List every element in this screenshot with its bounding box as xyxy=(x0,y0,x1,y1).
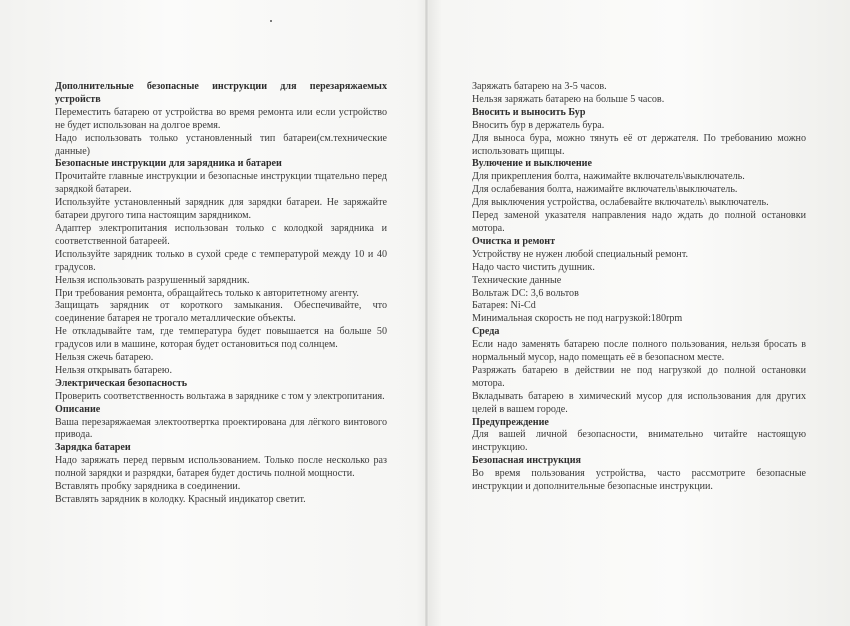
paragraph: Используйте зарядник только в сухой среде с температурой между 10 и 40 градусов. xyxy=(55,248,387,273)
paragraph: Адаптер электропитания использован только с колодкой зарядника и соответственной батареей. xyxy=(55,222,387,247)
paragraph: Технические данные xyxy=(472,274,562,286)
paragraph: Для выноса бура, можно тянуть её от держателя. По требованию можно использовать щипцы. xyxy=(472,132,806,157)
paragraph: Ваша перезаряжаемая электоотвертка проектирована для лёгкого винтового привода. xyxy=(55,416,387,441)
right-page xyxy=(472,0,806,494)
section-heading: Предупреждение xyxy=(472,416,549,428)
section-heading: Вулючение и выключение xyxy=(472,158,592,170)
paragraph: Батарея: Ni-Cd xyxy=(472,300,536,312)
paragraph: Нельзя заряжать батарею на больше 5 часов. xyxy=(472,93,665,105)
section-heading: Дополнительные безопасные инструкции для перезаряжаемых устройств xyxy=(55,81,387,105)
paragraph: Защищать зарядник от короткого замыкания. Обеспечивайте, что соединение батарея не трогало металлические объекты. xyxy=(55,300,387,325)
paragraph: Проверить соответственность вольтажа в заряднике с том у электропитания. xyxy=(55,390,385,402)
paragraph: Для вашей личной безопасности, внимательно читайте настоящую инструкцию. xyxy=(472,429,806,454)
left-page xyxy=(55,0,387,507)
paragraph: Вставлять пробку зарядника в соединении. xyxy=(55,481,241,493)
paragraph: Заряжать батарею на 3-5 часов. xyxy=(472,81,607,92)
paragraph: Для прикрепления болта, нажимайте включатель\выключатель. xyxy=(472,171,745,183)
paragraph: Нельзя открывать батарею. xyxy=(55,364,172,376)
section-heading: Электрическая безопасность xyxy=(55,377,188,389)
section-heading: Очистка и ремонт xyxy=(472,235,556,247)
paragraph: Для выключения устройства, ослабевайте включатель\ выключатель. xyxy=(472,197,769,209)
paragraph: Переместить батарею от устройства во время ремонта или если устройство не будет использован на долгое время. xyxy=(55,106,387,131)
section-heading: Описание xyxy=(55,403,101,415)
paragraph: Надо часто чистить душник. xyxy=(472,261,595,273)
section-heading: Среда xyxy=(472,326,500,338)
paragraph: Для ослабевания болта, нажимайте включатель\выключатель. xyxy=(472,184,738,196)
paragraph: При требования ремонта, обращайтесь только к авторитетному агенту. xyxy=(55,287,359,299)
paragraph: Вольтаж DC: 3,6 вольтов xyxy=(472,287,579,299)
section-heading: Зарядка батареи xyxy=(55,442,131,454)
paragraph: Во время пользования устройства, часто рассмотрите безопасные инструкции и дополнительные безопасные инструкции. xyxy=(472,468,806,493)
section-heading: Вносить и выносить Бур xyxy=(472,106,586,118)
paragraph: Не откладывайте там, где температура будет повышается на больше 50 градусов или в машине, которая будет остановиться под солнцем. xyxy=(55,326,387,351)
paragraph: Надо использовать только установленный тип батареи(см.технические данные) xyxy=(55,132,387,157)
paragraph: Если надо заменять батарею после полного пользования, нельзя бросать в нормальный мусор, надо помещать её в безопасном месте. xyxy=(472,339,806,364)
paragraph: Нельзя сжечь батарею. xyxy=(55,352,154,364)
paragraph: Разряжать батарею в действии не под нагрузкой до полной остановки мотора. xyxy=(472,364,806,389)
paragraph: Нельзя использовать разрушенный зарядник. xyxy=(55,274,250,286)
paragraph: Устройству не нужен любой специальный ремонт. xyxy=(472,248,688,260)
section-heading: Безопасные инструкции для зарядника и батареи xyxy=(55,158,282,170)
paragraph: Минимальная скорость не под нагрузкой:180rpm xyxy=(472,313,683,325)
paragraph: Прочитайте главные инструкции и безопасные инструкции тщательно перед зарядкой батареи. xyxy=(55,171,387,196)
paragraph: Вкладывать батарею в химический мусор для использования для других целей в вашем городе. xyxy=(472,390,806,415)
paragraph: Перед заменой указателя направления надо ждать до полной остановки мотора. xyxy=(472,210,806,234)
page-fold xyxy=(425,0,428,626)
paragraph: Надо заряжать перед первым использованием. Только после несколько раз полной зарядки и разрядки, батарея будет достичь полной мощности. xyxy=(55,455,387,480)
paragraph: Вносить бур в держатель бура. xyxy=(472,119,605,131)
paragraph: Используйте установленный зарядник для зарядки батареи. Не заряжайте батареи другого типа настоящим зарядником. xyxy=(55,197,387,222)
paragraph: Вставлять зарядник в колодку. Красный индикатор светит. xyxy=(55,494,306,505)
section-heading: Безопасная инструкция xyxy=(472,455,582,467)
